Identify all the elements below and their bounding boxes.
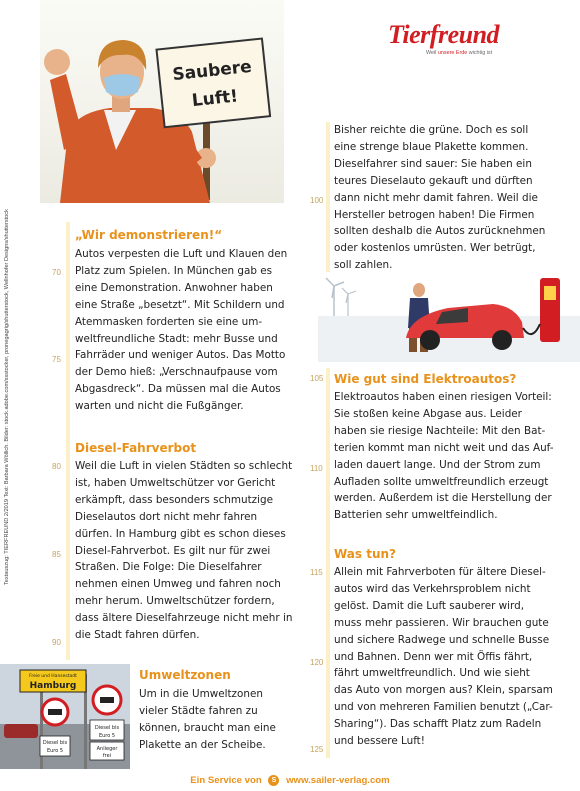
svg-text:Anlieger: Anlieger [96, 746, 118, 752]
footer-label: Ein Service von [190, 775, 262, 787]
footer-url-link[interactable]: www.sailer-verlag.com [286, 775, 390, 787]
raised-arm [50, 74, 84, 150]
svg-text:Euro 5: Euro 5 [46, 748, 64, 754]
umweltzone-photo [0, 664, 130, 769]
line-number: 90 [52, 638, 61, 647]
raised-fist [44, 49, 70, 75]
sign-text-line2: Luft! [190, 86, 240, 112]
protester-illustration [40, 0, 284, 203]
svg-text:Diesel bis: Diesel bis [94, 725, 120, 731]
line-number: 80 [52, 462, 61, 471]
line-marker-bar-left [66, 222, 70, 660]
publisher-badge-icon: S [268, 775, 279, 786]
line-number: 100 [310, 196, 324, 205]
section-body-elektro: Elektroautos haben einen riesigen Vorteil: Sie stoßen keine Abgase aus. Leider haben sie riesige Nachteile: Mit den Bat- terien kommt man nicht weit und das Auf- laden dauert lange. Und der Strom zum Aufladen sollte umweltfreundlich erzeugt werden. Außerdem ist die Herstellung der Batterien sehr umweltfeindlich. [334, 391, 554, 522]
section-body-demo: Autos verpesten die Luft und Klauen den Platz zum Spielen. In München gab es eine Demonstration. Anwohner haben eine Straße „besetzt“. Mit Schildern und Atemmasken forderten sie eine um- weltfreundliche Stadt: mehr Busse und Fahrräder und weniger Autos. Das Motto der Demo hieß: „Verschnaufpause vom Abgasdreck“. Da müssen mal die Autos warten und nicht die Fußgänger. [75, 248, 288, 413]
line-number: 120 [310, 658, 324, 667]
section-heading-demo: „Wir demonstrieren!“ [75, 228, 223, 242]
svg-text:Euro 5: Euro 5 [98, 733, 116, 739]
line-number: 70 [52, 268, 61, 277]
section-heading-wastun: Was tun? [334, 547, 397, 561]
svg-text:frei: frei [102, 753, 112, 759]
svg-text:Hamburg: Hamburg [29, 681, 77, 691]
section-body-continued: Bisher reichte die grüne. Doch es soll eine strenge blaue Plakette kommen. Dieselfahrer sind sauer: Sie haben ein teures Dieselauto gekauft und dürften dann nicht mehr damit fahren. Weil die Hersteller betrogen haben! Die Firmen sollten deshalb die Autos zurücknehmen oder kostenlos umrüsten. Wer betrügt, soll zahlen. [334, 124, 546, 272]
face-mask [104, 74, 140, 96]
footer [0, 775, 580, 786]
car-image [4, 724, 38, 738]
line-marker-bar-right-bottom [326, 368, 330, 758]
hero-illustration [40, 0, 284, 203]
line-number: 75 [52, 355, 61, 364]
person [413, 283, 425, 297]
line-number: 85 [52, 550, 61, 559]
line-number: 110 [310, 464, 323, 473]
section-heading-diesel: Diesel-Fahrverbot [75, 441, 197, 455]
svg-text:Freie und Hansestadt: Freie und Hansestadt [29, 674, 77, 679]
line-number: 115 [310, 568, 323, 577]
section-heading-elektro: Wie gut sind Elektroautos? [334, 372, 517, 386]
logo-wordmark: Tierfreund [388, 20, 500, 49]
section-body-diesel: Weil die Luft in vielen Städten so schlecht ist, haben Umweltschützer vor Gericht erkämpft, dass besonders schmutzige Dieselautos dort nicht mehr fahren dürfen. In Hamburg gibt es schon dieses Diesel-Fahrverbot. Es gilt nur für zwei Straßen. Die Folge: Die Dieselfahrer nehmen einen Umweg und fahren noch mehr herum. Umweltschützer fordern, dass ältere Dieselfahrzeuge nicht mehr in die Stadt fahren dürfen. [75, 460, 293, 642]
section-heading-zones: Umweltzonen [139, 668, 231, 682]
section-body-zones: Um in die Umweltzonen vieler Städte fahren zu können, braucht man eine Plakette an der Scheibe. [139, 688, 276, 751]
logo-tagline: Weil unsere Erde wichtig ist [426, 50, 493, 56]
line-number: 125 [310, 745, 324, 754]
electric-car-illustration [318, 272, 580, 362]
sign-text-line1: Saubere [171, 56, 253, 86]
tierfreund-logo [388, 22, 538, 56]
image-credits: Textauszug: TIERFREUND 2/2019 Text: Barbara Wöllich. Bilder: stock.adobe.com/ssstocker, pronegagrig/shutterstock, Wellnhofer Designs/shutterstock [4, 209, 10, 585]
section-body-wastun: Allein mit Fahrverboten für ältere Diesel- autos wird das Verkehrsproblem nicht gelöst. Damit die Luft sauberer wird, muss mehr passieren. Wir brauchen gute und sichere Radwege und schnelle Busse und Bahnen. Denn wer mit Öffis fährt, fährt umweltfreundlich. Und wie sieht das Auto von morgen aus? Klein, sparsam und von mehreren Familien benutzt („Car- Sharing“). Das schafft Platz zum Radeln und bessere Luft! [334, 566, 553, 748]
line-number: 105 [310, 374, 324, 383]
svg-text:Diesel bis: Diesel bis [42, 740, 68, 746]
